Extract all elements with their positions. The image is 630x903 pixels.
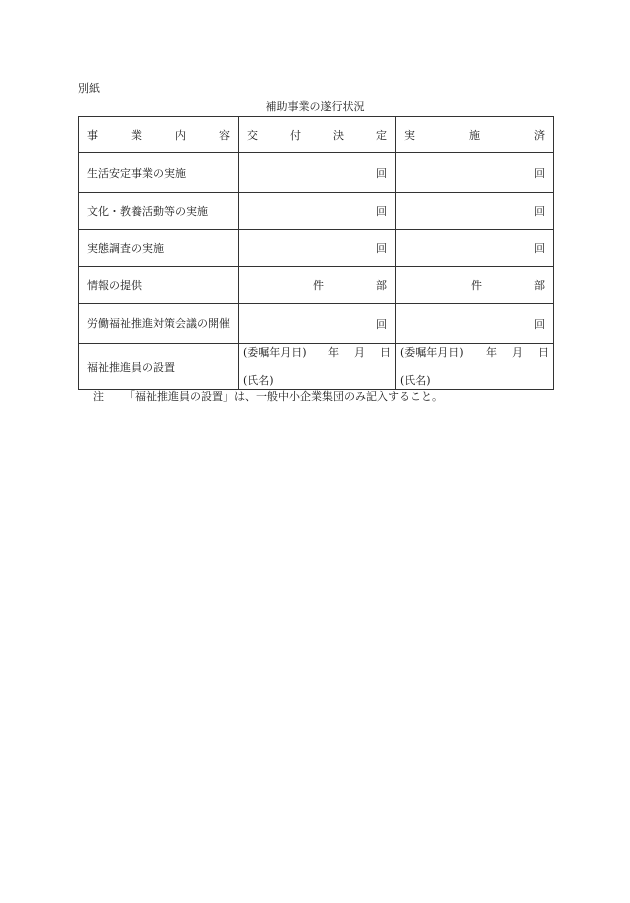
row-label: 情報の提供: [79, 267, 239, 304]
attachment-label: 別紙: [78, 82, 100, 95]
unit-text: 件: [471, 279, 482, 292]
footnote-marker: 注: [93, 390, 104, 403]
header-char: 事: [87, 128, 98, 142]
grant-appointment-cell: [239, 344, 396, 390]
implemented-unit-cell: [396, 193, 554, 230]
header-char: 済: [534, 128, 545, 142]
header-char: 決: [333, 128, 344, 142]
footnote: [93, 388, 443, 404]
grant-unit-cell: [239, 304, 396, 344]
row-label: 福祉推進員の設置: [79, 344, 239, 390]
day-label: 日: [380, 346, 391, 359]
table-row: [79, 193, 554, 230]
unit-text: 回: [534, 205, 545, 218]
row-label: 実態調査の実施: [79, 230, 239, 267]
header-char: 交: [247, 128, 258, 142]
row-label: 生活安定事業の実施: [79, 153, 239, 193]
implemented-unit-cell: [396, 153, 554, 193]
name-label: (氏名): [400, 374, 431, 387]
year-label: 年: [486, 346, 497, 359]
table-row: [79, 153, 554, 193]
grant-unit-cell: [239, 193, 396, 230]
unit-text: 回: [376, 205, 387, 218]
month-label: 月: [354, 346, 365, 359]
unit-text: 回: [534, 166, 545, 180]
header-char: 実: [404, 128, 415, 142]
unit-text: 部: [534, 279, 545, 292]
unit-text: 件: [313, 279, 324, 292]
table-header-row: [79, 117, 554, 153]
table-row: [79, 344, 554, 390]
implemented-unit-cell: [396, 230, 554, 267]
unit-text: 回: [376, 317, 387, 331]
header-char: 業: [131, 128, 142, 142]
name-label: (氏名): [243, 374, 274, 387]
status-table: [78, 116, 554, 390]
grant-unit-cell: [239, 230, 396, 267]
implemented-unit-cell: [396, 267, 554, 304]
row-label: 労働福祉推進対策会議の開催: [79, 304, 239, 344]
header-char: 施: [469, 128, 480, 142]
header-grant-decision: [239, 117, 396, 153]
appointment-date-label: (委嘱年月日): [243, 346, 307, 359]
appointment-date-label: (委嘱年月日): [400, 346, 464, 359]
table-row: [79, 304, 554, 344]
header-business-content: [79, 117, 239, 153]
implemented-unit-cell: [396, 304, 554, 344]
day-label: 日: [538, 346, 549, 359]
row-label: 文化・教養活動等の実施: [79, 193, 239, 230]
implemented-appointment-cell: [396, 344, 554, 390]
header-implemented: [396, 117, 554, 153]
header-char: 定: [376, 128, 387, 142]
table-row: [79, 267, 554, 304]
grant-unit-cell: [239, 267, 396, 304]
header-char: 容: [219, 128, 230, 142]
footnote-text: 「福祉推進員の設置」は、一般中小企業集団のみ記入すること。: [124, 390, 443, 403]
month-label: 月: [512, 346, 523, 359]
table-row: [79, 230, 554, 267]
unit-text: 回: [534, 242, 545, 255]
unit-text: 回: [376, 242, 387, 255]
unit-text: 部: [376, 279, 387, 292]
year-label: 年: [328, 346, 339, 359]
document-title: 補助事業の遂行状況: [265, 100, 365, 113]
header-char: 付: [290, 128, 301, 142]
grant-unit-cell: [239, 153, 396, 193]
header-char: 内: [175, 128, 186, 142]
unit-text: 回: [534, 317, 545, 331]
unit-text: 回: [376, 166, 387, 180]
